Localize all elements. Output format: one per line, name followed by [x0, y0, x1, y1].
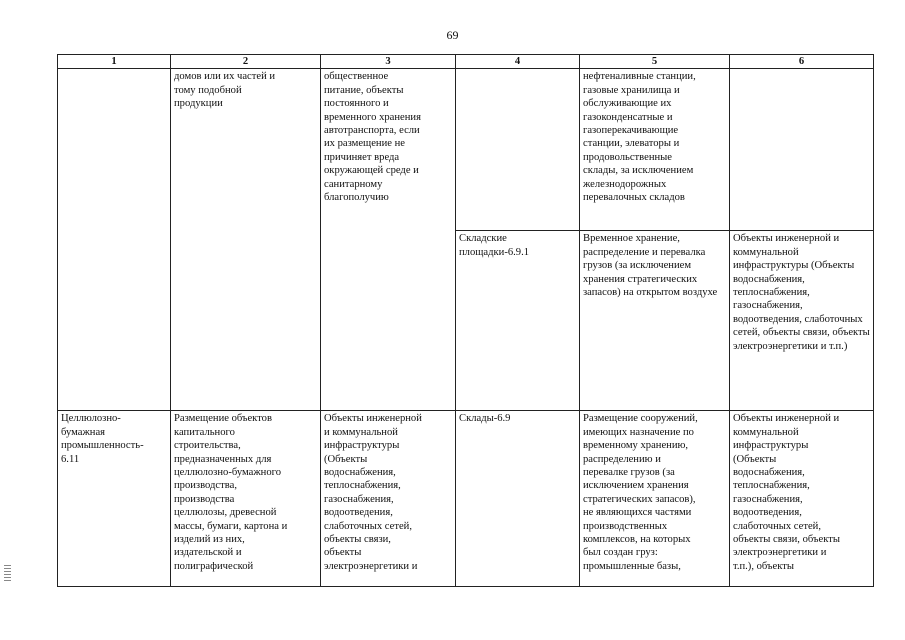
- header-col-2: 2: [171, 55, 321, 69]
- row-c-col-2: Размещение объектов капитального строительства, предназначенных для целлюлозно-бумажного производства, производства целлюлозы, древесной массы, бумаги, картона и изделий из них, издательской и полиграфической: [171, 411, 321, 587]
- header-col-6: 6: [730, 55, 874, 69]
- header-col-5: 5: [580, 55, 730, 69]
- row-a-col-1: [58, 69, 171, 411]
- row-b-col-6: Объекты инженерной и коммунальной инфраструктуры (Объекты водоснабжения, теплоснабжения, газоснабжения, водоотведения, слаботочных сетей, объекты связи, объекты электроэнергетики и т.п.): [730, 231, 874, 411]
- row-b-col-5: Временное хранение, распределение и перевалка грузов (за исключением хранения стратегических запасов) на открытом воздухе: [580, 231, 730, 411]
- header-col-1: 1: [58, 55, 171, 69]
- row-b-col-4: Складские площадки-6.9.1: [456, 231, 580, 411]
- row-c-col-1: Целлюлозно- бумажная промышленность- 6.11: [58, 411, 171, 587]
- row-a-col-5: нефтеналивные станции, газовые хранилища и обслуживающие их газоконденсатные и газоперекачивающие станции, элеваторы и продовольственные склады, за исключением железнодорожных перевалочных складов: [580, 69, 730, 231]
- row-c-col-3: Объекты инженерной и коммунальной инфраструктуры (Объекты водоснабжения, теплоснабжения, газоснабжения, водоотведения, слаботочных сетей, объекты связи, объекты электроэнергетики и: [321, 411, 456, 587]
- table-row: [58, 411, 874, 587]
- header-col-4: 4: [456, 55, 580, 69]
- header-row: [58, 55, 874, 69]
- row-a-col-6: [730, 69, 874, 231]
- row-c-col-4: Склады-6.9: [456, 411, 580, 587]
- header-col-3: 3: [321, 55, 456, 69]
- row-c-col-5: Размещение сооружений, имеющих назначение по временному хранению, распределению и перевалке грузов (за исключением хранения стратегических запасов), не являющихся частями производственных комплексов, на которых был создан груз: промышленные базы,: [580, 411, 730, 587]
- row-a-col-2: домов или их частей и тому подобной продукции: [171, 69, 321, 411]
- scan-margin-mark: [4, 565, 11, 581]
- page-number: 69: [446, 28, 459, 42]
- table-row: [58, 69, 874, 231]
- row-a-col-4: [456, 69, 580, 231]
- row-a-col-3: общественное питание, объекты постоянного и временного хранения автотранспорта, если их размещение не причиняет вреда окружающей среде и санитарному благополучию: [321, 69, 456, 411]
- zoning-table: [57, 54, 874, 587]
- row-c-col-6: Объекты инженерной и коммунальной инфраструктуры (Объекты водоснабжения, теплоснабжения, газоснабжения, водоотведения, слаботочных сетей, объекты связи, объекты электроэнергетики и т.п.), объекты: [730, 411, 874, 587]
